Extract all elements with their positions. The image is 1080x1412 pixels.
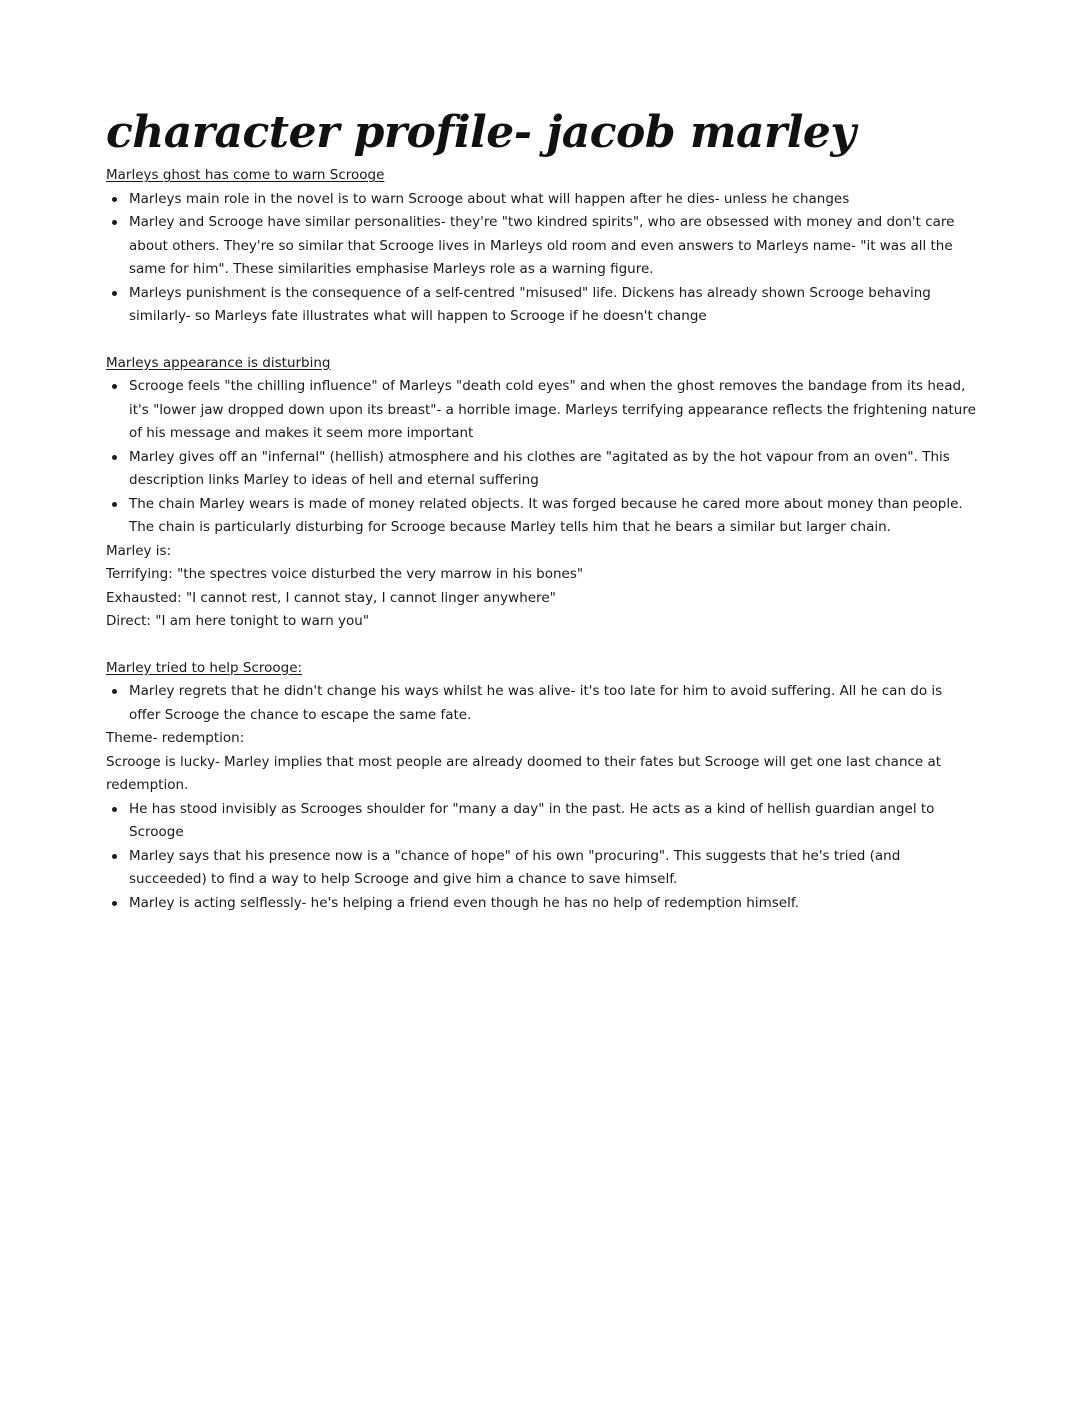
bullet-list — [106, 798, 976, 916]
text-line: Direct: "I am here tonight to warn you" — [106, 613, 370, 629]
section-warning — [106, 164, 976, 329]
text-line: Theme- redemption: — [106, 730, 245, 746]
section-heading: Marleys appearance is disturbing — [106, 354, 331, 371]
page-title: character profile- jacob marley — [106, 107, 856, 158]
bullet-list — [106, 375, 976, 540]
list-item: Marleys punishment is the consequence of a self-centred "misused" life. Dickens has already shown Scrooge behaving similarly- so Marleys fate illustrates what will happen to Scrooge if he doesn't change — [106, 282, 976, 329]
page-content — [106, 102, 976, 915]
section-heading: Marley tried to help Scrooge: — [106, 659, 303, 676]
section-heading: Marleys ghost has come to warn Scrooge — [106, 167, 385, 183]
section-spacer — [106, 329, 976, 352]
list-item: The chain Marley wears is made of money related objects. It was forged because he cared more about money than people. The chain is particularly disturbing for Scrooge because Marley tells him that he bears a similar but larger chain. — [106, 493, 976, 540]
list-item: Marley regrets that he didn't change his ways whilst he was alive- it's too late for him to avoid suffering. All he can do is offer Scrooge the chance to escape the same fate. — [106, 680, 976, 727]
list-item: Marleys main role in the novel is to warn Scrooge about what will happen after he dies- unless he changes — [106, 188, 976, 212]
list-item: Scrooge feels "the chilling influence" of Marleys "death cold eyes" and when the ghost removes the bandage from its head, it's "lower jaw dropped down upon its breast"- a horrible image. Marleys terrifying appearance reflects the frightening nature of his message and makes it seem more important — [106, 375, 976, 446]
section-help — [106, 657, 976, 916]
text-line: Scrooge is lucky- Marley implies that most people are already doomed to their fates but Scrooge will get one last chance at redemption. — [106, 753, 942, 793]
list-item: Marley says that his presence now is a "chance of hope" of his own "procuring". This suggests that he's tried (and succeeded) to find a way to help Scrooge and give him a chance to save himself. — [106, 845, 976, 892]
list-item: Marley gives off an "infernal" (hellish) atmosphere and his clothes are "agitated as by the hot vapour from an oven". This description links Marley to ideas of hell and eternal suffering — [106, 446, 976, 493]
section-appearance — [106, 352, 976, 634]
list-item: He has stood invisibly as Scrooges shoulder for "many a day" in the past. He acts as a kind of hellish guardian angel to Scrooge — [106, 798, 976, 845]
text-line: Marley is: — [106, 542, 172, 559]
section-spacer — [106, 634, 976, 657]
text-line: Exhausted: "I cannot rest, I cannot stay, I cannot linger anywhere" — [106, 589, 556, 606]
text-line: Terrifying: "the spectres voice disturbed the very marrow in his bones" — [106, 566, 584, 582]
list-item: Marley is acting selflessly- he's helping a friend even though he has no help of redemption himself. — [106, 892, 976, 916]
bullet-list — [106, 188, 976, 329]
list-item: Marley and Scrooge have similar personalities- they're "two kindred spirits", who are obsessed with money and don't care about others. They're so similar that Scrooge lives in Marleys old room and even answers to Marleys name- "it was all the same for him". These similarities emphasise Marleys role as a warning figure. — [106, 211, 976, 282]
bullet-list — [106, 680, 976, 727]
